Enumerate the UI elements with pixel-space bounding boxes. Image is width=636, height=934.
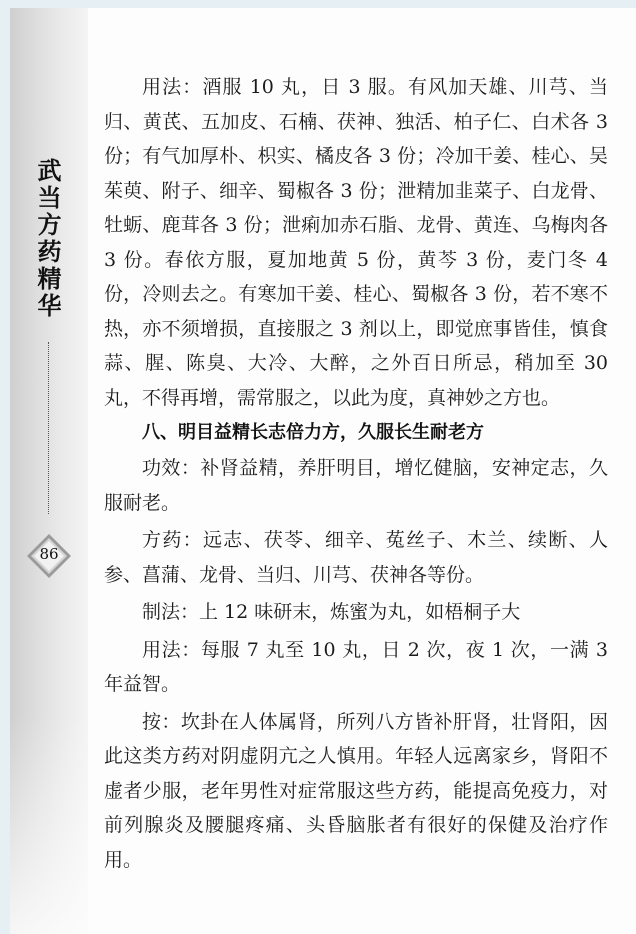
usage-paragraph-1: 用法：酒服 10 丸，日 3 服。有风加天雄、川芎、当归、黄芪、五加皮、石楠、茯神、独活、柏子仁、白术各 3 份；有气加厚朴、枳实、橘皮各 3 份；冷加干姜、桂心、吴茱萸、附子、细辛、蜀椒各 3 份；泄精加韭菜子、白龙骨、牡蛎、鹿茸各 3 份；泄痢加赤石脂、龙骨、黄连、乌梅肉各 3 份。春依方服，夏加地黄 5 份，黄芩 3 份，麦门冬 4 份，冷则去之。有寒加干姜、桂心、蜀椒各 3 份，若不寒不热，亦不须增损，直接服之 3 剂以上，即觉庶事皆佳，慎食蒜、腥、陈臭、大冷、大醉，之外百日所忌，稍加至 30 丸，不得再增，需常服之，以此为度，真神妙之方也。	[104, 76, 608, 409]
side-strip-fade	[10, 714, 88, 934]
page-top-edge	[0, 0, 636, 8]
note-paragraph: 按：坎卦在人体属肾，所列八方皆补肝肾，壮肾阳，因此这类方药对阴虚阴亢之人慎用。年轻人远离家乡，肾阳不虚者少服，老年男性对症常服这些方药，能提高免疫力，对前列腺炎及腰腿疼痛、头昏脑胀者有很好的保健及治疗作用。	[104, 710, 608, 871]
efficacy-paragraph: 功效：补肾益精，养肝明目，增忆健脑，安神定志，久服耐老。	[104, 457, 608, 514]
preparation-paragraph: 制法：上 12 味研末，炼蜜为丸，如梧桐子大	[142, 601, 521, 623]
page-number: 86	[39, 545, 59, 563]
dotted-divider	[48, 342, 49, 514]
section-heading: 八、明目益精长志倍力方，久服长生耐老方	[142, 422, 484, 443]
running-title: 武当方药精华	[33, 158, 61, 320]
main-text	[104, 70, 608, 877]
usage-paragraph-2: 用法：每服 7 丸至 10 丸，日 2 次，夜 1 次，一满 3 年益智。	[104, 638, 608, 695]
formula-paragraph: 方药：远志、茯苓、细辛、菟丝子、木兰、续断、人参、菖蒲、龙骨、当归、川芎、茯神各等份。	[104, 529, 608, 586]
page-left-edge	[0, 0, 10, 934]
